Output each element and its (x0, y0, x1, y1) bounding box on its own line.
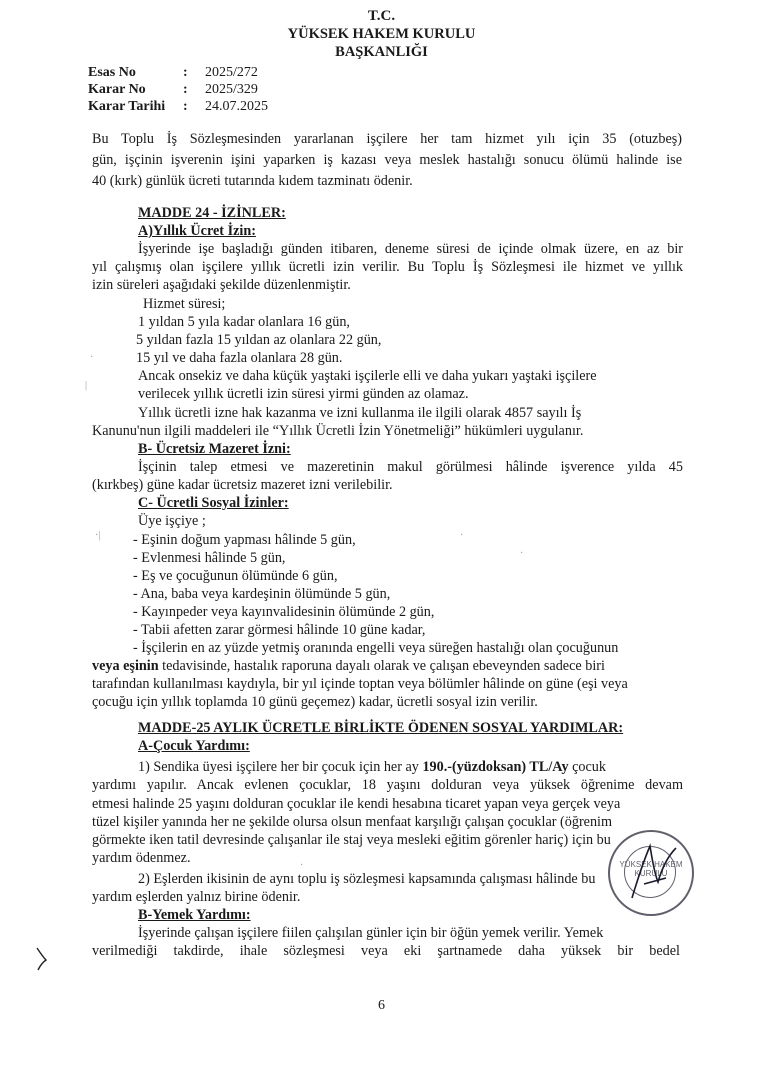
scan-speck: · (520, 548, 524, 559)
text-line: 40 (kırk) günlük ücreti tutarında kıdem tazminatı ödenir. (92, 173, 413, 189)
page-number: 6 (378, 998, 385, 1013)
subsection-title-yemek: B-Yemek Yardımı: (138, 907, 251, 923)
header-presidency: BAŞKANLIĞI (335, 44, 428, 60)
subsection-title-yillik: A)Yıllık Ücret İzin: (138, 223, 256, 239)
stamp-text: YÜKSEK HAKEM KURULU (619, 860, 683, 878)
text-line: gün, işçinin işverenin işini yaparken iş kazası veya meslek hastalığı sonucu ölümü halinde ise (92, 152, 682, 168)
leave-item: - Eş ve çocuğunun ölümünde 6 gün, (133, 568, 338, 584)
text-line: (kırkbeş) güne kadar ücretsiz mazeret izni verilebilir. (92, 477, 393, 493)
meta-value: 2025/272 (205, 65, 258, 80)
meta-row-tarih (88, 98, 268, 115)
subsection-title-ucretsiz: B- Ücretsiz Mazeret İzni: (138, 441, 291, 457)
section-title-madde-25: MADDE-25 AYLIK ÜCRETLE BİRLİKTE ÖDENEN SOSYAL YARDIMLAR: (138, 720, 624, 736)
leave-item: - Ana, baba veya kardeşinin ölümünde 5 gün, (133, 586, 391, 602)
text-line: yıl çalışmış olan işçilere yıllık ücretli izin verilir. Bu Toplu İş Sözleşmesi ile hizmet ve yıllık (92, 259, 683, 275)
text-line: görmekte iken tatil devresinde çalışanlar ile staj veya mesleki eğitim görenler hariç) için bu (92, 832, 611, 848)
meta-colon: : (183, 99, 188, 114)
case-metadata (88, 64, 268, 115)
leave-item: - İşçilerin en az yüzde yetmiş oranında engelli veya süreğen hastalığı olan çocuğunun (133, 640, 619, 656)
meta-value: 24.07.2025 (205, 99, 268, 114)
meta-value: 2025/329 (205, 82, 258, 97)
scan-speck: · (460, 530, 464, 541)
text-line: yardımı yapılır. Ancak evlenen çocuklar, 18 yaşını dolduran veya yüksek öğrenime devam (92, 777, 683, 793)
text-line: Yıllık ücretli izne hak kazanma ve izni kullanma ile ilgili olarak 4857 sayılı İş (138, 405, 582, 421)
text-line: İşyerinde işe başladığı günden itibaren, deneme süresi de içinde olmak üzere, en az bir (138, 241, 683, 257)
meta-key: Karar Tarihi (88, 99, 166, 114)
scan-speck: | (85, 380, 88, 391)
meta-colon: : (183, 65, 188, 80)
margin-pen-mark (34, 944, 52, 972)
header-tc: T.C. (367, 8, 396, 24)
meta-row-esas (88, 64, 268, 81)
text-line: İşçinin talep etmesi ve mazeretinin makul görülmesi hâlinde işverence yılda 45 (138, 459, 683, 475)
text-span: 1) Sendika üyesi işçilere her bir çocuk için her ay (138, 759, 423, 775)
section-title-madde-24: MADDE 24 - İZİNLER: (138, 205, 286, 221)
text-line (92, 657, 605, 675)
handwritten-signature (624, 838, 684, 908)
text-line: Bu Toplu İş Sözleşmesinden yararlanan işçilere her tam hizmet yılı için 35 (otuzbeş) (92, 131, 682, 147)
leave-item: - Eşinin doğum yapması hâlinde 5 gün, (133, 532, 356, 548)
amount-text: 190.-(yüzdoksan) TL/Ay (422, 759, 569, 775)
text-line: Kanunu'nun ilgili maddeleri ile “Yıllık Ücretli İzin Yönetmeliği” hükümleri uygulanır. (92, 423, 584, 439)
text-line: Üye işçiye ; (138, 513, 206, 529)
leave-item: - Evlenmesi hâlinde 5 gün, (133, 550, 286, 566)
subsection-title-sosyal: C- Ücretli Sosyal İzinler: (138, 495, 289, 511)
text-line: İşyerinde çalışan işçilere fiilen çalışılan günler için bir öğün yemek verilir. Yemek (138, 925, 604, 941)
text-line: Hizmet süresi; (143, 296, 226, 312)
scan-speck: · (90, 352, 94, 363)
leave-item: - Tabii afetten zarar görmesi hâlinde 10 güne kadar, (133, 622, 426, 638)
text-line: etmesi halinde 25 yaşını dolduran çocuklar ile kendi hesabına ticaret yapan veya gerçek veya (92, 796, 621, 812)
text-line: verilmediği takdirde, ihale sözleşmesi veya eki şartnamede daha yüksek bir bedel (92, 943, 680, 959)
text-span: tedavisinde, hastalık raporuna dayalı olarak ve çalışan ebeveynden sadece biri (158, 658, 605, 674)
text-line: verilecek yıllık ücretli izin süresi yirmi günden az olamaz. (138, 386, 469, 402)
text-line: Ancak onsekiz ve daha küçük yaştaki işçilerle elli ve daha yukarı yaştaki işçilere (138, 368, 597, 384)
text-line (138, 758, 606, 776)
text-line: yardım eşlerden yalnız birine ödenir. (92, 889, 301, 905)
text-line: yardım ödenmez. (92, 850, 191, 866)
meta-row-karar (88, 81, 268, 98)
text-line: tüzel kişiler yanında her ne şekilde olursa olsun menfaat karşılığı çalışan çocuklar (öğrenim (92, 814, 613, 830)
leave-item: - Kayınpeder veya kayınvalidesinin ölümünde 2 gün, (133, 604, 435, 620)
text-line: izin süreleri aşağıdaki şekilde düzenlenmiştir. (92, 277, 351, 293)
text-line: tarafından kullanılması kaydıyla, bir yıl içinde toptan veya bölümler hâlinde on güne (eşi veya (92, 676, 628, 692)
scan-speck: ·| (95, 530, 101, 541)
text-span: çocuk (568, 759, 606, 775)
meta-key: Karar No (88, 82, 146, 97)
duration-item: 5 yıldan fazla 15 yıldan az olanlara 22 gün, (136, 332, 382, 348)
header-institution: YÜKSEK HAKEM KURULU (287, 26, 476, 42)
subsection-title-cocuk: A-Çocuk Yardımı: (138, 738, 250, 754)
duration-item: 15 yıl ve daha fazla olanlara 28 gün. (136, 350, 343, 366)
text-line: 2) Eşlerden ikisinin de aynı toplu iş sözleşmesi kapsamında çalışması hâlinde bu (138, 871, 596, 887)
scan-speck: · (300, 860, 304, 871)
text-line: çocuğu için yıllık toplamda 10 günü geçemez) kadar, ücretli sosyal izin verilir. (92, 694, 538, 710)
meta-key: Esas No (88, 65, 136, 80)
duration-item: 1 yıldan 5 yıla kadar olanlara 16 gün, (138, 314, 350, 330)
meta-colon: : (183, 82, 188, 97)
emphasis-text: veya eşinin (92, 658, 159, 674)
